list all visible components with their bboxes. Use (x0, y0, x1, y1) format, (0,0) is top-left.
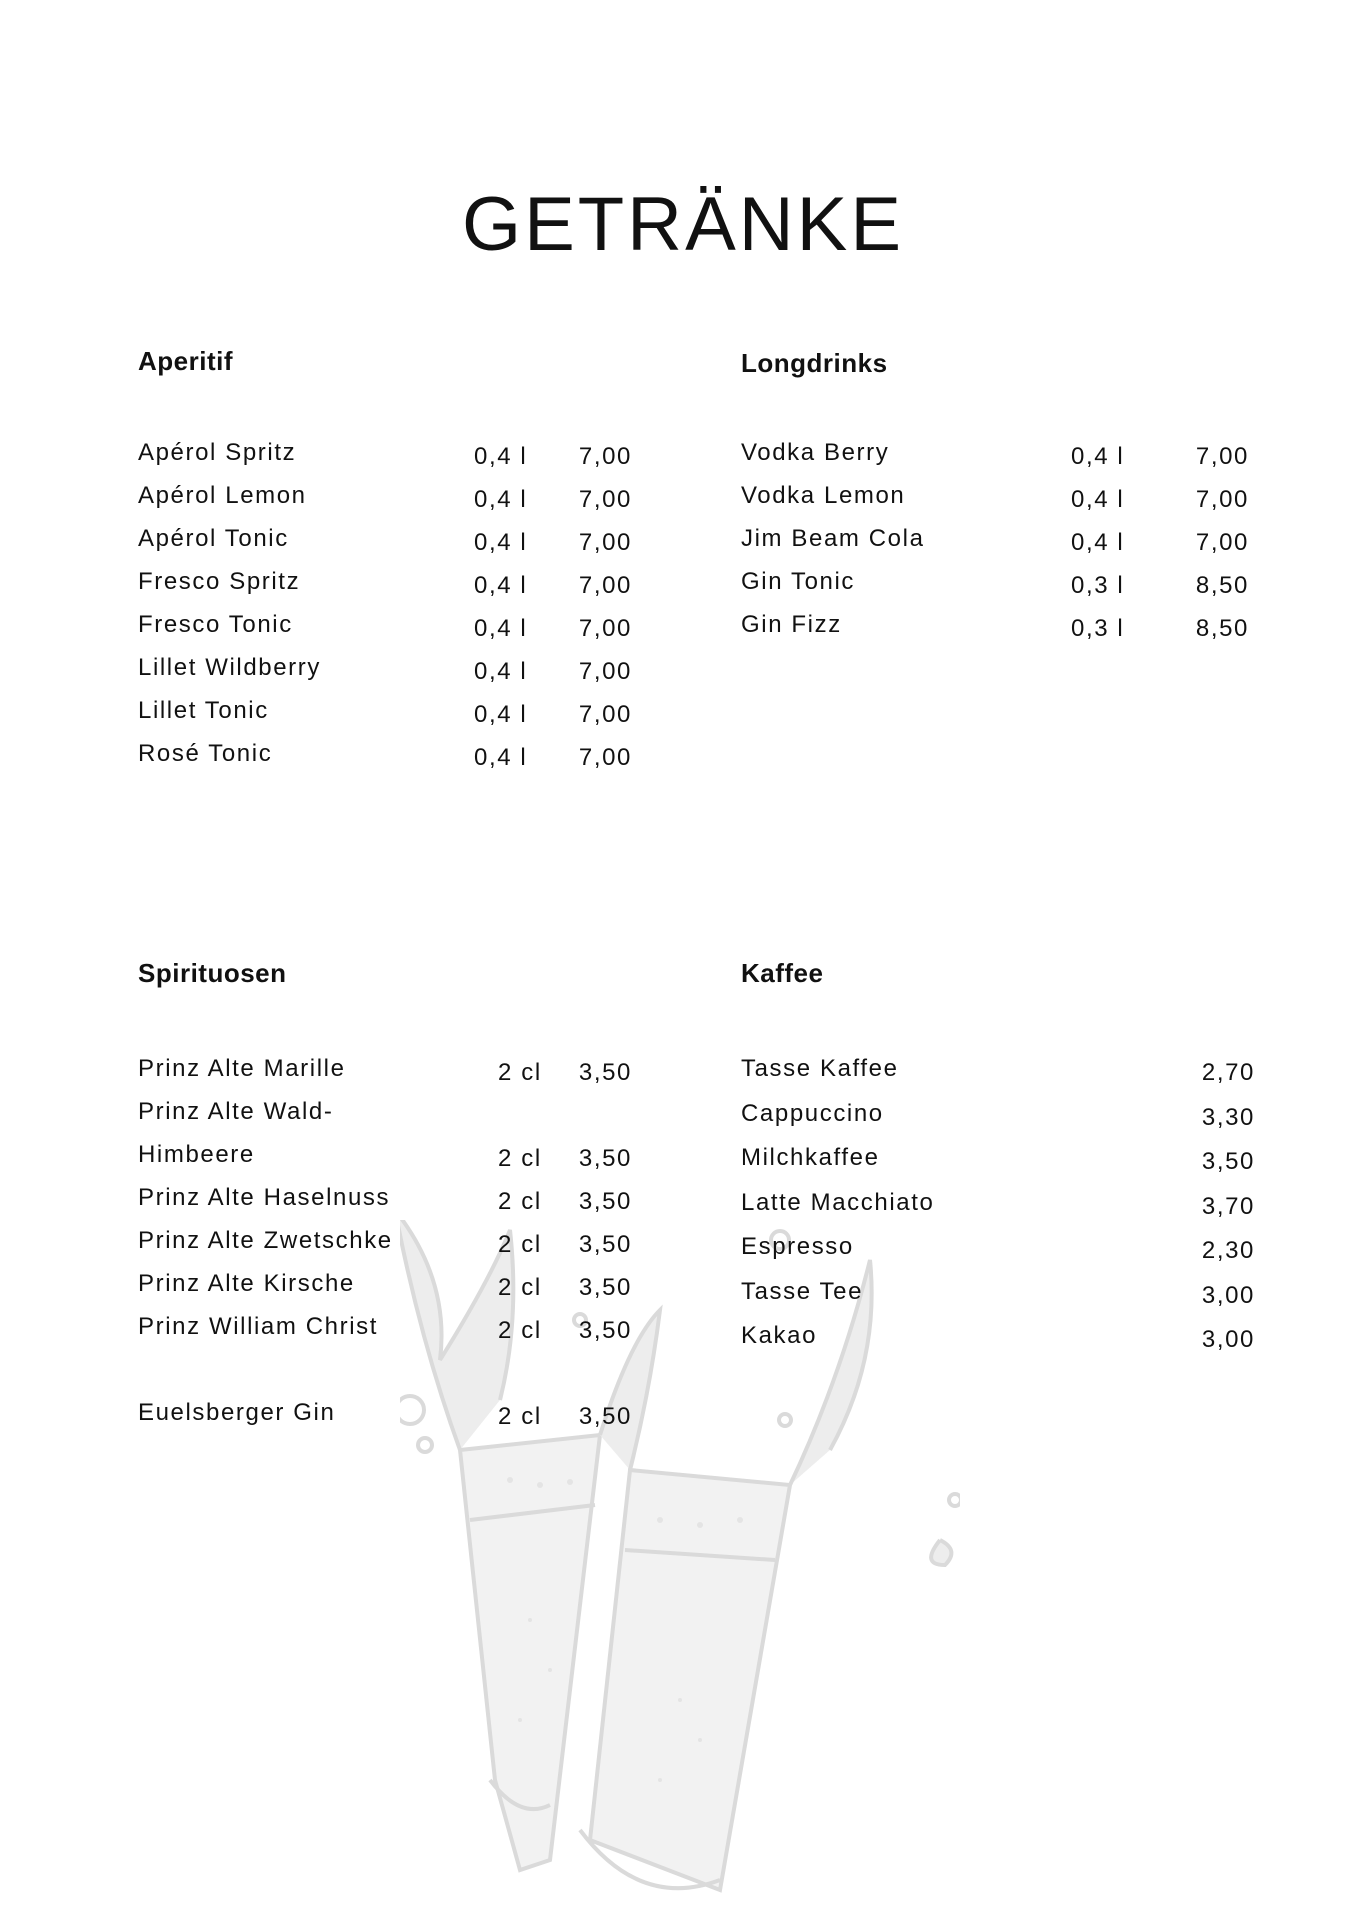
item-name: Prinz Alte Haselnuss (138, 1184, 391, 1211)
item-size: 0,4 l (474, 658, 528, 685)
item-price: 3,50 (578, 1059, 632, 1086)
item-name: Gin Tonic (741, 568, 856, 595)
item-price: 3,50 (578, 1274, 632, 1301)
item-list (741, 1054, 1261, 1366)
list-item (138, 1054, 658, 1097)
item-price: 8,50 (1195, 572, 1249, 599)
list-item (741, 1321, 1261, 1366)
item-size: 2 cl (498, 1059, 542, 1086)
list-item (138, 696, 658, 739)
page-title: GETRÄNKE (461, 181, 905, 267)
list-item (138, 610, 658, 653)
item-price: 7,00 (1195, 486, 1249, 513)
item-price: 3,50 (578, 1317, 632, 1344)
item-price: 7,00 (1195, 443, 1249, 470)
list-item (138, 1269, 658, 1312)
item-size: 0,4 l (1071, 443, 1125, 470)
item-size: 2 cl (498, 1317, 542, 1344)
item-size: 0,4 l (474, 615, 528, 642)
item-size: 0,4 l (1071, 529, 1125, 556)
item-name: Kakao (741, 1322, 818, 1349)
item-name: Fresco Tonic (138, 611, 293, 638)
item-name: Prinz Alte Wald- (138, 1098, 334, 1125)
item-name: Gin Fizz (741, 611, 842, 638)
item-name: Latte Macchiato (741, 1188, 935, 1216)
item-name: Milchkaffee (741, 1144, 880, 1171)
item-name: Fresco Spritz (138, 568, 301, 595)
item-size: 0,3 l (1071, 615, 1125, 642)
item-name: Himbeere (138, 1141, 255, 1168)
item-price: 2,30 (1201, 1237, 1255, 1264)
item-name: Vodka Lemon (741, 482, 906, 509)
list-item (741, 481, 1261, 524)
item-name: Prinz Alte Kirsche (138, 1270, 355, 1297)
list-item (741, 524, 1261, 567)
item-name: Prinz Alte Marille (138, 1055, 346, 1082)
item-name: Euelsberger Gin (138, 1399, 336, 1426)
item-name: Vodka Berry (741, 439, 890, 466)
item-size: 2 cl (498, 1145, 542, 1172)
list-item (741, 1232, 1261, 1277)
item-name: Lillet Wildberry (138, 654, 321, 681)
item-list (138, 1054, 658, 1441)
item-price: 3,00 (1201, 1326, 1255, 1353)
item-price: 3,30 (1201, 1103, 1255, 1131)
item-size: 2 cl (498, 1274, 542, 1301)
list-item (741, 438, 1261, 481)
list-item (138, 1226, 658, 1269)
item-name: Apérol Tonic (138, 525, 289, 552)
item-price: 3,00 (1201, 1281, 1255, 1309)
section-heading: Aperitif (138, 346, 233, 376)
list-item (741, 1277, 1261, 1322)
list-item (138, 1312, 658, 1355)
item-size: 0,4 l (1071, 486, 1125, 513)
list-item (138, 438, 658, 481)
item-size: 0,4 l (474, 744, 528, 771)
item-price: 7,00 (578, 529, 632, 556)
item-name: Cappuccino (741, 1099, 884, 1127)
item-price: 3,50 (578, 1145, 632, 1172)
item-price: 2,70 (1201, 1059, 1255, 1086)
item-size: 0,4 l (474, 443, 528, 470)
item-name: Tasse Tee (741, 1277, 864, 1305)
item-name: Apérol Lemon (138, 482, 307, 509)
item-price: 7,00 (578, 744, 632, 771)
list-item (741, 1143, 1261, 1188)
item-name: Espresso (741, 1233, 854, 1260)
section-heading: Kaffee (741, 958, 824, 988)
item-price: 7,00 (578, 701, 632, 728)
list-item (138, 739, 658, 782)
list-item (741, 610, 1261, 653)
list-item (138, 1183, 658, 1226)
item-name: Apérol Spritz (138, 439, 297, 466)
item-size: 2 cl (498, 1403, 542, 1430)
item-price: 7,00 (578, 615, 632, 642)
item-price: 7,00 (578, 658, 632, 685)
item-name: Tasse Kaffee (741, 1055, 899, 1082)
item-price: 7,00 (578, 486, 632, 513)
item-name: Rosé Tonic (138, 740, 273, 767)
item-name: Prinz Alte Zwetschke (138, 1227, 393, 1254)
section-kaffee (741, 958, 1261, 1353)
item-price: 3,50 (578, 1188, 632, 1215)
list-item (741, 1188, 1261, 1233)
item-price: 7,00 (578, 572, 632, 599)
list-item (138, 1140, 658, 1183)
list-item (741, 1054, 1261, 1099)
list-item (138, 1398, 658, 1441)
list-item (138, 653, 658, 696)
item-size: 2 cl (498, 1188, 542, 1215)
section-longdrinks (741, 348, 1261, 642)
item-price: 3,50 (578, 1403, 632, 1430)
list-item (741, 1099, 1261, 1144)
item-list (741, 438, 1261, 653)
list-item (138, 524, 658, 567)
list-item (138, 1097, 658, 1140)
list-item (138, 567, 658, 610)
item-name: Jim Beam Cola (741, 525, 925, 552)
item-size: 0,4 l (474, 572, 528, 599)
section-heading: Longdrinks (741, 348, 888, 378)
item-price: 3,50 (1201, 1148, 1255, 1175)
item-name: Lillet Tonic (138, 697, 269, 724)
item-price: 7,00 (1195, 529, 1249, 556)
section-aperitif (138, 346, 658, 771)
item-price: 8,50 (1195, 615, 1249, 642)
section-heading: Spirituosen (138, 958, 287, 988)
item-price: 3,70 (1201, 1192, 1255, 1220)
item-price: 7,00 (578, 443, 632, 470)
item-size: 0,4 l (474, 486, 528, 513)
list-item (138, 481, 658, 524)
item-size: 2 cl (498, 1231, 542, 1258)
item-size: 0,4 l (474, 529, 528, 556)
item-size: 0,3 l (1071, 572, 1125, 599)
item-name: Prinz William Christ (138, 1313, 379, 1340)
item-list (138, 438, 658, 782)
item-size: 0,4 l (474, 701, 528, 728)
list-item (741, 567, 1261, 610)
spacer (138, 1355, 658, 1398)
section-spirituosen (138, 958, 658, 1430)
item-price: 3,50 (578, 1231, 632, 1258)
